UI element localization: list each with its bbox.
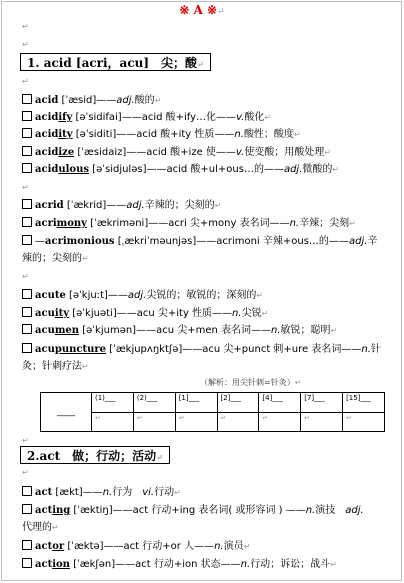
entry-actor: actor [ˈæktə]——act 行动+or 人——n.演员↵ bbox=[22, 540, 250, 554]
empty-line-mark: ↵ bbox=[22, 272, 29, 281]
entry-acuity: acuity [əˈkjuəti]——acu 尖+ity 性质——n.尖锐↵ bbox=[22, 307, 268, 321]
page-title: ※ A ※↵ bbox=[179, 3, 225, 17]
empty-line-mark: ↵ bbox=[22, 77, 29, 86]
entry-acidize: acidize [ˈæsidaiz]——acid 酸+ize 使——v.使变酸；用酸处理↵ bbox=[22, 146, 331, 160]
entry-acrimony: acrimony [ˈækriməni]——acri 尖+mony 表名词——n.辛辣；尖刻↵ bbox=[22, 217, 356, 231]
empty-line-mark: ↵ bbox=[22, 40, 29, 49]
checkbox[interactable] bbox=[22, 504, 32, 514]
entry-acrimonious: —acrimonious [ˌækriˈməunjəs]——acrimoni 辛辣+ous…的——adj.辛 bbox=[22, 235, 377, 249]
checkbox[interactable] bbox=[22, 94, 32, 104]
checkbox[interactable] bbox=[22, 324, 32, 334]
entry-acrimonious-cont: 辣的；尖刻的↵ bbox=[22, 253, 89, 264]
checkbox[interactable] bbox=[22, 128, 32, 138]
entry-acid: acid [ˈæsid]——adj.酸的↵ bbox=[22, 94, 161, 108]
table-cell[interactable]: ↵ bbox=[343, 412, 385, 432]
section-heading: 2.act 做；行动；活动↵ bbox=[20, 446, 170, 464]
practice-table bbox=[40, 392, 385, 432]
checkbox[interactable] bbox=[22, 199, 32, 209]
checkbox[interactable] bbox=[22, 235, 32, 245]
empty-line-mark: ↵ bbox=[22, 468, 29, 477]
entry-acupuncture-cont: 灸；针刺疗法↵ bbox=[22, 361, 89, 372]
entry-acute: acute [əˈkjuːt]——adj.尖锐的；敏锐的；深刻的↵ bbox=[22, 289, 263, 303]
checkbox[interactable] bbox=[22, 540, 32, 550]
table-cell[interactable]: ↵ bbox=[92, 412, 134, 432]
table-cell[interactable]: [4]___ bbox=[259, 393, 301, 413]
entry-act: act [ækt]——n.行为 vi.行动↵ bbox=[22, 486, 181, 500]
table-cell[interactable]: ↵ bbox=[217, 412, 259, 432]
checkbox[interactable] bbox=[22, 217, 32, 227]
empty-line-mark: ↵ bbox=[22, 183, 29, 192]
checkbox[interactable] bbox=[22, 289, 32, 299]
entry-acupuncture: acupuncture [ˈækjupʌŋktʃə]——acu 尖+punct 刺+ure 表名词——n.针 bbox=[22, 343, 381, 357]
entry-acidity: acidity [əˈsiditi]——acid 酸+ity 性质——n.酸性；酸度↵ bbox=[22, 128, 301, 142]
analysis-note: （解析：用尖针刺=针灸）↵ bbox=[200, 378, 302, 387]
checkbox[interactable] bbox=[22, 558, 32, 568]
entry-acting: acting [ˈæktiŋ]——act 行动+ing 表名词( 或形容词 ) ——n.演技 adj. bbox=[22, 504, 364, 518]
table-blank-cell[interactable]: ____ bbox=[41, 393, 92, 432]
table-cell[interactable]: ↵ bbox=[133, 412, 175, 432]
entry-acidify: acidify [əˈsidifai]——acid 酸+ify…化——v.酸化↵ bbox=[22, 111, 271, 125]
empty-line-mark: ↵ bbox=[22, 436, 29, 445]
checkbox[interactable] bbox=[22, 146, 32, 156]
table-cell[interactable]: ↵ bbox=[175, 412, 217, 432]
checkbox[interactable] bbox=[22, 111, 32, 121]
table-cell[interactable]: ↵ bbox=[259, 412, 301, 432]
checkbox[interactable] bbox=[22, 163, 32, 173]
table-cell[interactable]: (2)___ bbox=[133, 393, 175, 413]
entry-acting-cont: 代理的↵ bbox=[22, 522, 59, 533]
table-cell[interactable]: ↵ bbox=[301, 412, 343, 432]
table-cell[interactable]: [15]___ bbox=[343, 393, 385, 413]
checkbox[interactable] bbox=[22, 307, 32, 317]
section-heading: 1. acid [acri，acu] 尖；酸↵ bbox=[20, 53, 211, 71]
empty-line-mark: ↵ bbox=[22, 22, 29, 31]
table-cell[interactable]: [1]___ bbox=[175, 393, 217, 413]
checkbox[interactable] bbox=[22, 486, 32, 496]
checkbox[interactable] bbox=[22, 343, 32, 353]
entry-acidulous: acidulous [əˈsidjuləs]——acid 酸+ul+ous…的——adj.微酸的↵ bbox=[22, 163, 339, 177]
entry-acumen: acumen [əˈkjumən]——acu 尖+men 表名词——n.敏锐；聪明↵ bbox=[22, 324, 337, 338]
table-cell[interactable]: (1)___ bbox=[92, 393, 134, 413]
entry-acrid: acrid [ˈækrid]——adj.辛辣的；尖刻的↵ bbox=[22, 199, 221, 213]
entry-action: action [ˈækʃən]——act 行动+ion 状态——n.行动；诉讼；战斗↵ bbox=[22, 558, 337, 572]
table-cell[interactable]: [7]___ bbox=[301, 393, 343, 413]
table-cell[interactable]: [2]___ bbox=[217, 393, 259, 413]
